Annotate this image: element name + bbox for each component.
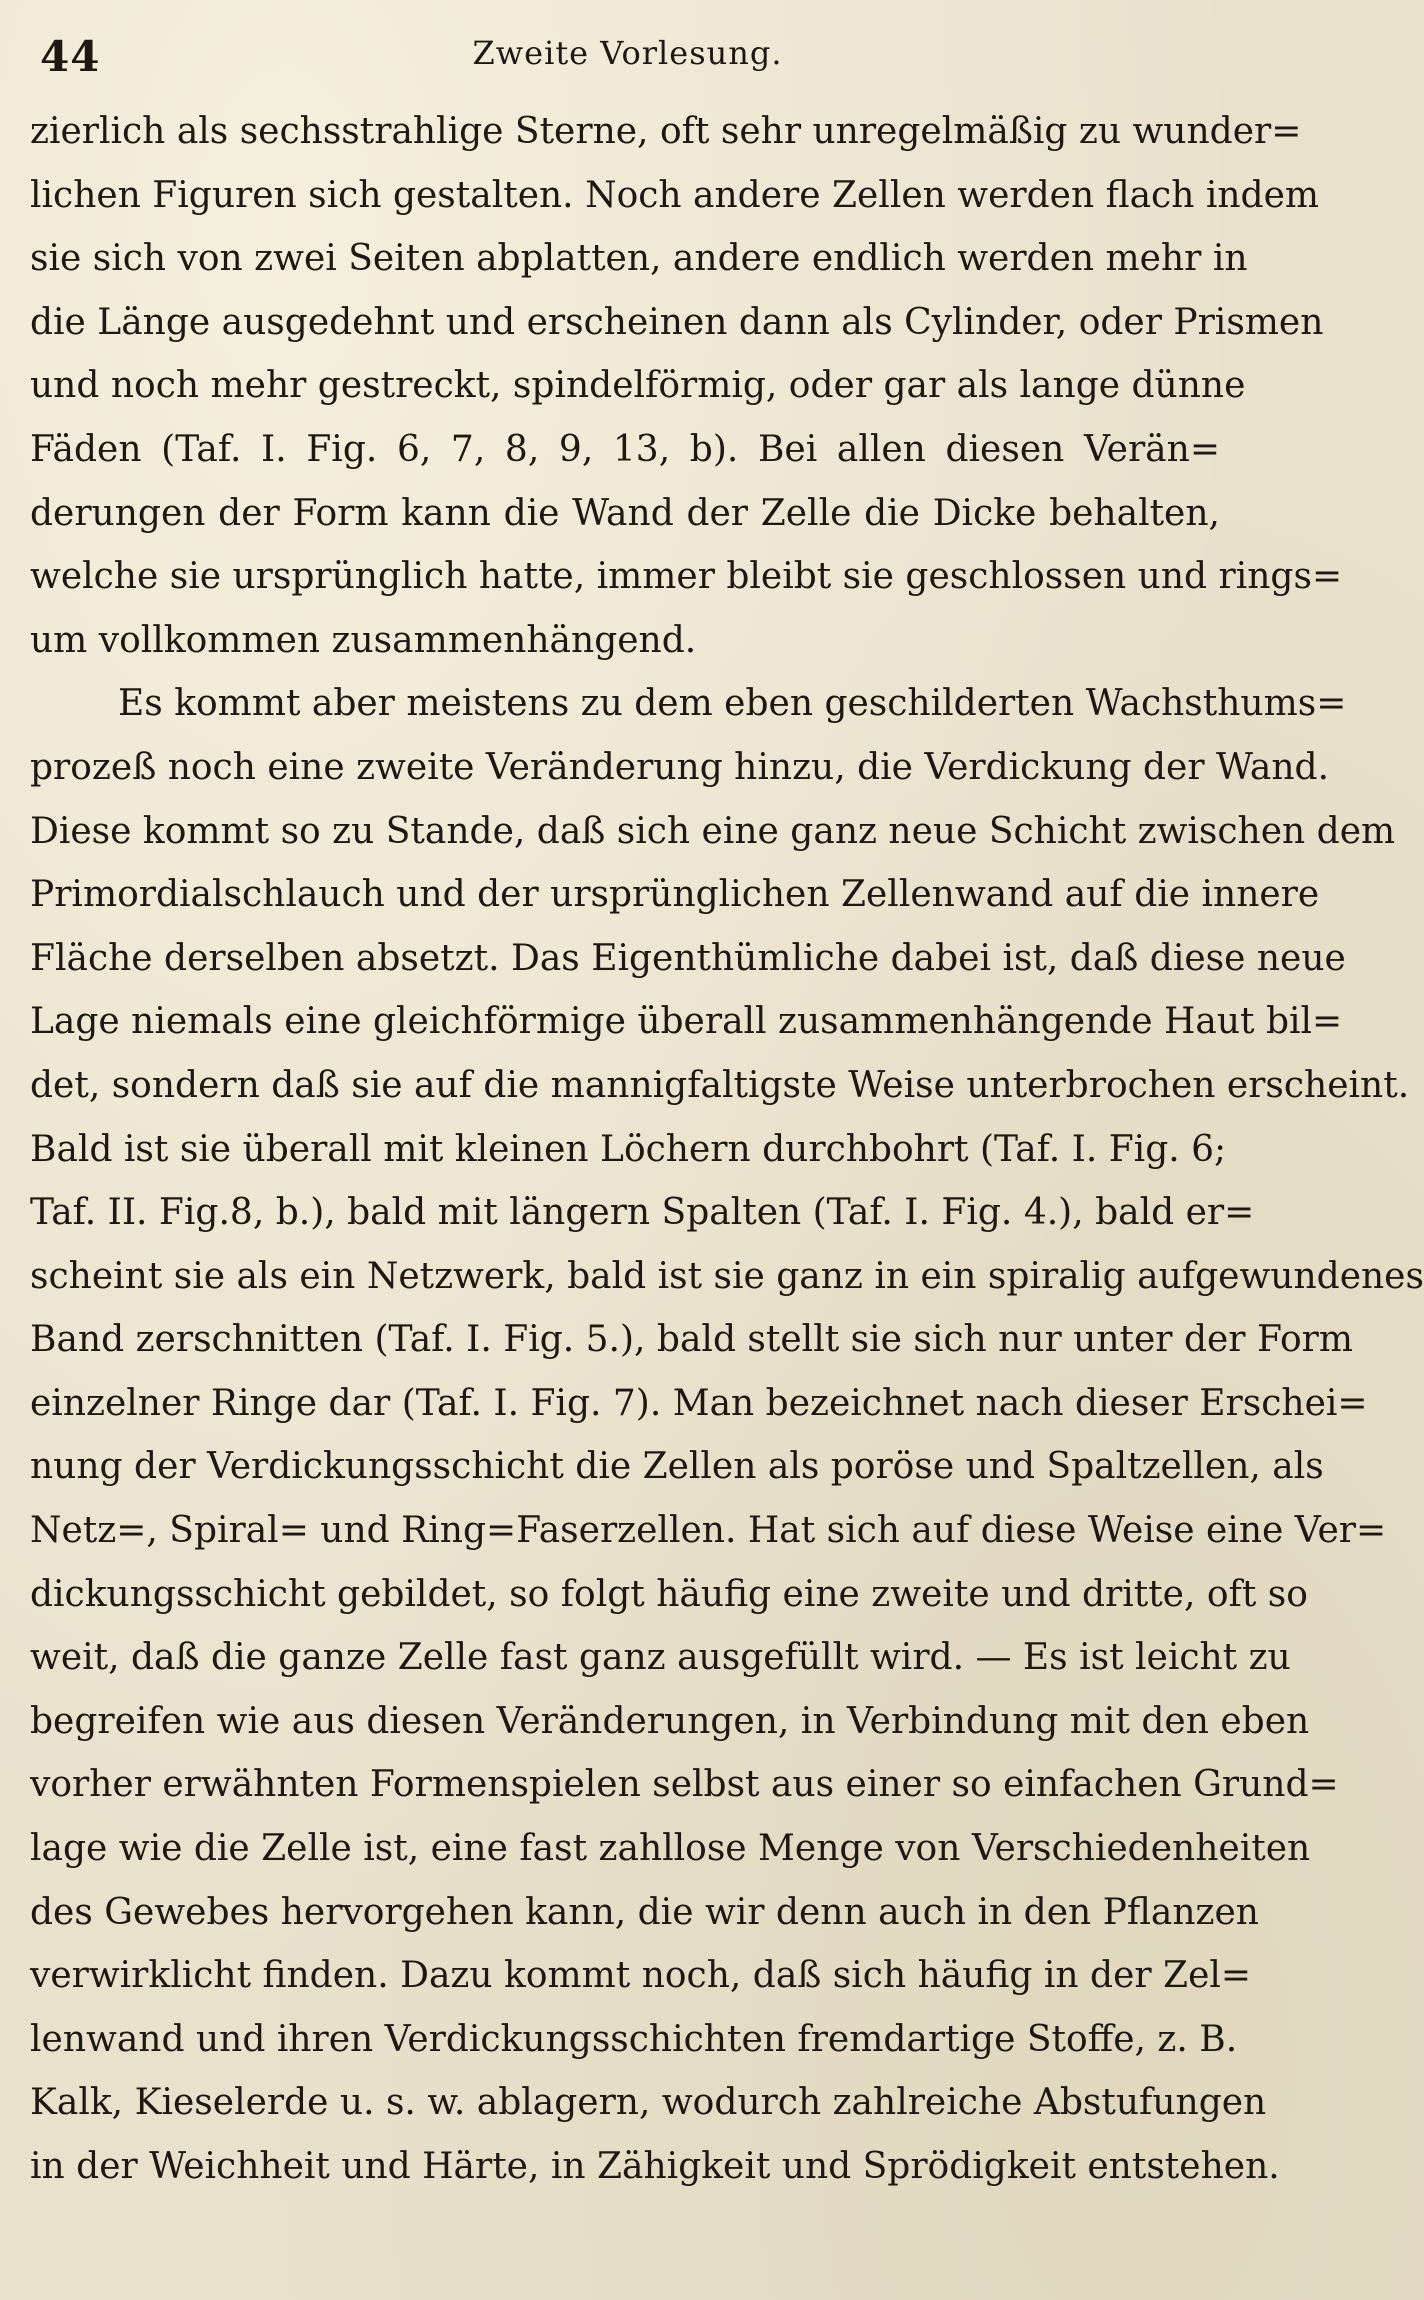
page-number: 44 <box>40 32 101 81</box>
running-head: Zweite Vorlesung. <box>472 34 783 72</box>
page-header <box>40 26 1215 86</box>
text-line: zierlich als sechsstrahlige Sterne, oft sehr unregelmäßig zu wunder= <box>30 111 1302 152</box>
text-line: Fäden (Taf. I. Fig. 6, 7, 8, 9, 13, b). Bei allen diesen Verän= <box>30 428 1220 470</box>
text-line: lenwand und ihren Verdickungsschichten fremdartige Stoffe, z. B. <box>30 2018 1238 2060</box>
text-line: des Gewebes hervorgehen kann, die wir denn auch in den Pflanzen <box>30 1891 1259 1933</box>
text-line: Bald ist sie überall mit kleinen Löchern durchbohrt (Taf. I. Fig. 6; <box>30 1128 1227 1170</box>
text-line: Primordialschlauch und der ursprünglichen Zellenwand auf die innere <box>30 874 1320 916</box>
text-line: Diese kommt so zu Stande, daß sich eine ganz neue Schicht zwischen dem <box>30 810 1396 852</box>
text-line: dickungsschicht gebildet, so folgt häufig eine zweite und dritte, oft so <box>30 1573 1308 1615</box>
body-text <box>30 100 1424 2199</box>
text-line: Taf. II. Fig.8, b.), bald mit längern Spalten (Taf. I. Fig. 4.), bald er= <box>30 1192 1255 1234</box>
paragraph-last-line: um vollkommen zusammenhängend. <box>30 619 697 661</box>
text-line: Kalk, Kieselerde u. s. w. ablagern, wodurch zahlreiche Abstufungen <box>30 2082 1267 2124</box>
text-line: welche sie ursprünglich hatte, immer bleibt sie geschlossen und rings= <box>30 556 1343 598</box>
text-line: Band zerschnitten (Taf. I. Fig. 5.), bald stellt sie sich nur unter der Form <box>30 1319 1353 1361</box>
text-line: scheint sie als ein Netzwerk, bald ist sie ganz in ein spiralig aufgewundenes <box>30 1255 1424 1297</box>
paragraph-first-line: Es kommt aber meistens zu dem eben geschilderten Wachsthums= <box>118 683 1347 725</box>
text-line: in der Weichheit und Härte, in Zähigkeit und Sprödigkeit entstehen. <box>30 2146 1280 2187</box>
text-line: verwirklicht finden. Dazu kommt noch, daß sich häufig in der Zel= <box>30 1955 1252 1997</box>
text-line: nung der Verdickungsschicht die Zellen als poröse und Spaltzellen, als <box>30 1446 1324 1488</box>
text-line: derungen der Form kann die Wand der Zelle die Dicke behalten, <box>30 492 1220 534</box>
text-line: det, sondern daß sie auf die mannigfaltigste Weise unterbrochen erscheint. <box>30 1064 1410 1106</box>
text-line: prozeß noch eine zweite Veränderung hinzu, die Verdickung der Wand. <box>30 746 1330 788</box>
text-line: sie sich von zwei Seiten abplatten, andere endlich werden mehr in <box>30 238 1248 280</box>
text-line: und noch mehr gestreckt, spindelförmig, oder gar als lange dünne <box>30 365 1246 407</box>
text-line: einzelner Ringe dar (Taf. I. Fig. 7). Man bezeichnet nach dieser Erschei= <box>30 1382 1368 1424</box>
text-line: die Länge ausgedehnt und erscheinen dann als Cylinder, oder Prismen <box>30 301 1324 343</box>
text-line: Lage niemals eine gleichförmige überall zusammenhängende Haut bil= <box>30 1001 1343 1043</box>
text-line: lage wie die Zelle ist, eine fast zahllose Menge von Verschiedenheiten <box>30 1828 1311 1870</box>
text-line: lichen Figuren sich gestalten. Noch andere Zellen werden flach indem <box>30 174 1320 216</box>
text-line: weit, daß die ganze Zelle fast ganz ausgefüllt wird. — Es ist leicht zu <box>30 1637 1291 1679</box>
text-line: Netz=, Spiral= und Ring=Faserzellen. Hat sich auf diese Weise eine Ver= <box>30 1510 1387 1552</box>
text-line: begreifen wie aus diesen Veränderungen, in Verbindung mit den eben <box>30 1700 1310 1742</box>
text-line: vorher erwähnten Formenspielen selbst aus einer so einfachen Grund= <box>30 1764 1339 1806</box>
text-line: Fläche derselben absetzt. Das Eigenthümliche dabei ist, daß diese neue <box>30 937 1346 979</box>
